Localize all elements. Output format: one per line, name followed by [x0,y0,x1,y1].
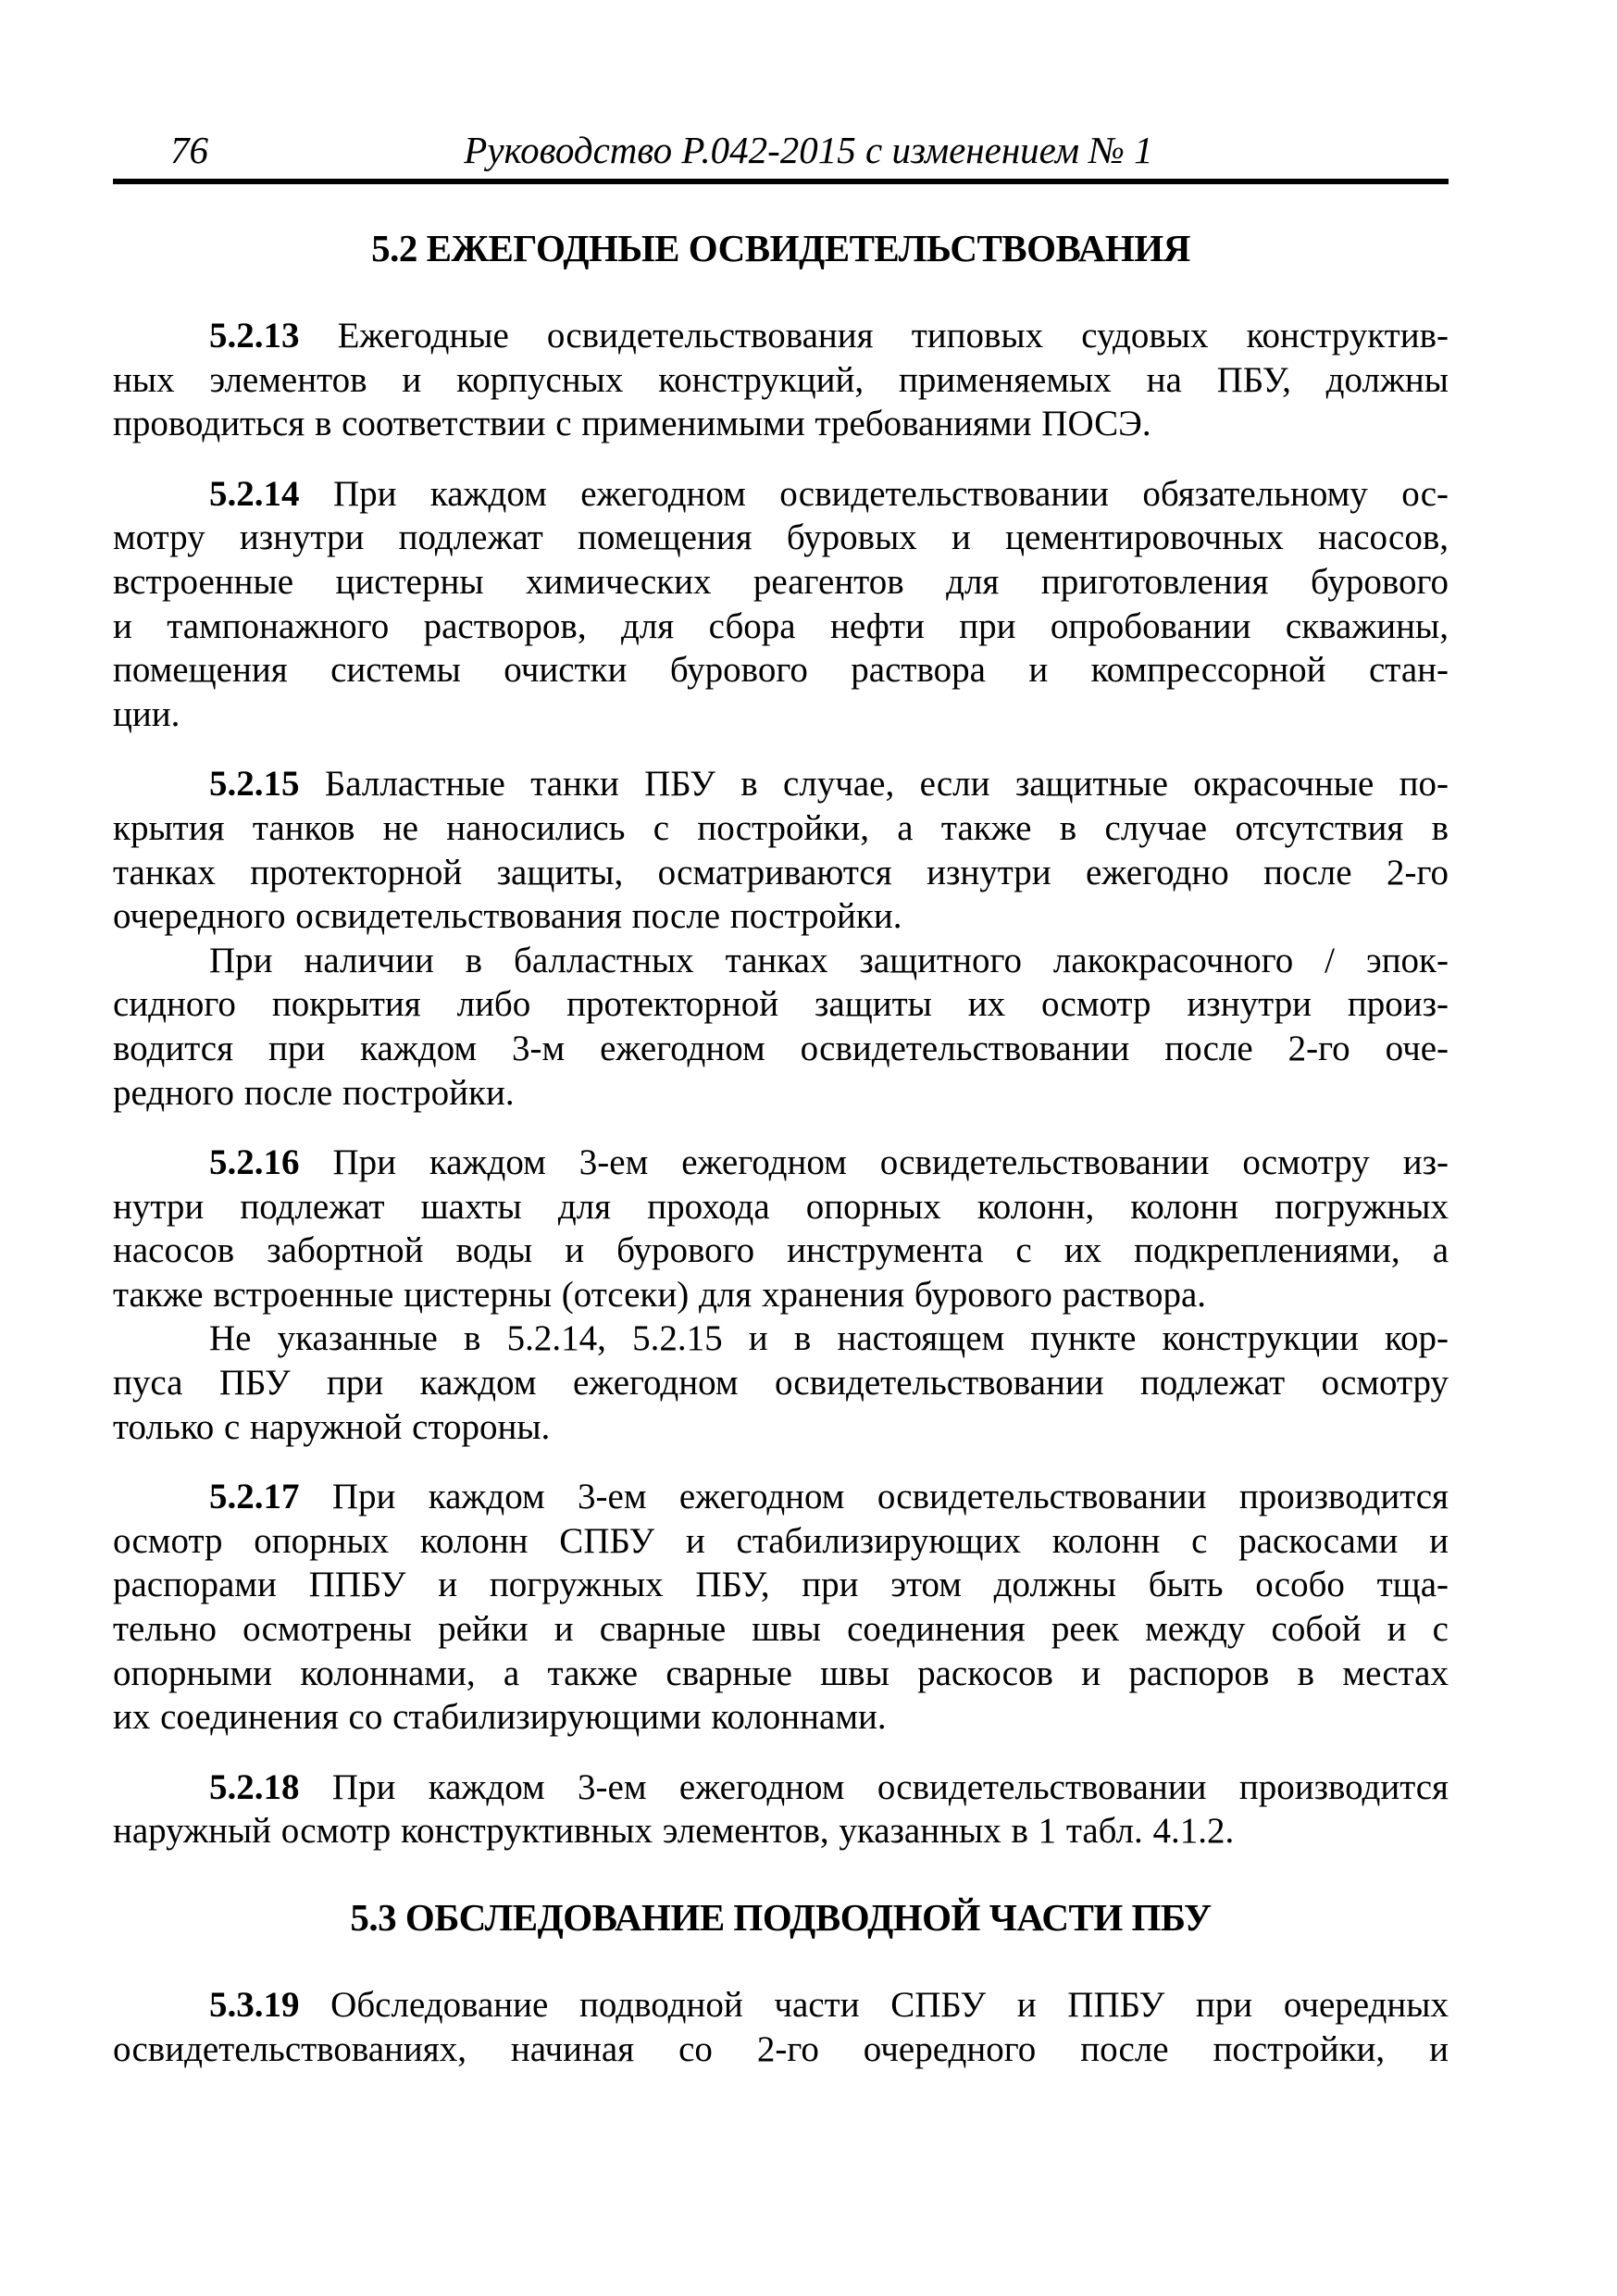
text-line: очередного освидетельствования после постройки. [113,896,902,937]
section-heading: 5.2 ЕЖЕГОДНЫЕ ОСВИДЕТЕЛЬСТВОВАНИЯ [371,227,1190,269]
text-line: танках протекторной защиты, осматриваются изнутри ежегодно после 2-го [113,852,1449,892]
text-line: Не указанные в 5.2.14, 5.2.15 и в настоящем пункте конструкции кор- [209,1318,1449,1359]
paragraph-number: 5.2.17 [209,1477,300,1517]
text-line: ных элементов и корпусных конструкций, применяемых на ПБУ, должны [113,359,1449,400]
text-line: 5.2.18 При каждом 3-ем ежегодном освидетельствовании производится [209,1766,1449,1807]
paragraph [113,939,1449,1115]
text-line: насосов забортной воды и бурового инструмента с их подкреплениями, а [113,1230,1449,1271]
paragraph-number: 5.2.14 [209,473,300,514]
paragraph-number: 5.3.19 [209,1985,300,2025]
paragraph-number: 5.2.15 [209,764,300,805]
text-line: нутри подлежат шахты для прохода опорных колонн, колонн погружных [113,1186,1449,1227]
text-line: осмотр опорных колонн СПБУ и стабилизирующих колонн с раскосами и [113,1520,1449,1561]
paragraph [113,1316,1449,1449]
text-line: крытия танков не наносились с постройки, а также в случае отсутствия в [113,807,1449,848]
text-line: встроенные цистерны химических реагентов для приготовления бурового [113,561,1449,602]
text-line: и тампонажного растворов, для сбора нефти при опробовании скважины, [113,605,1449,646]
paragraph [113,472,1449,737]
text-line: наружный осмотр конструктивных элементов, указанных в 1 табл. 4.1.2. [113,1811,1235,1852]
text-line: распорами ППБУ и погружных ПБУ, при этом должны быть особо тща- [113,1565,1449,1605]
text-line: 5.2.15 Балластные танки ПБУ в случае, если защитные окрасочные по- [209,764,1449,805]
text-line: сидного покрытия либо протекторной защиты их осмотр изнутри произ- [113,984,1449,1025]
paragraph-number: 5.2.16 [209,1142,300,1183]
running-header [113,0,1449,184]
text-line: только с наружной стороны. [113,1406,551,1447]
paragraph-number: 5.2.13 [209,316,300,356]
paragraph-number: 5.2.18 [209,1766,300,1807]
text-line: мотру изнутри подлежат помещения буровых и цементировочных насосов, [113,518,1449,558]
section-heading: 5.3 ОБСЛЕДОВАНИЕ ПОДВОДНОЙ ЧАСТИ ПБУ [350,1896,1212,1939]
text-line: редного после постройки. [113,1072,515,1113]
text-line: При наличии в балластных танках защитного лакокрасочного / эпок- [209,940,1449,980]
paragraph [113,1983,1449,2071]
page-content [113,0,1449,2071]
page-number: 76 [170,129,208,171]
paragraph [113,1766,1449,1853]
running-title: Руководство Р.042-2015 с изменением № 1 [464,129,1153,171]
text-line: также встроенные цистерны (отсеки) для хранения бурового раствора. [113,1274,1207,1315]
text-line: ции. [113,693,180,734]
text-line: освидетельствованиях, начиная со 2-го очередного после постройки, и [113,2028,1449,2069]
paragraph [113,762,1449,938]
text-line: их соединения со стабилизирующими колоннами. [113,1697,887,1738]
header-rule [113,179,1449,184]
paragraph [113,314,1449,446]
text-line: 5.2.13 Ежегодные освидетельствования типовых судовых конструктив- [209,316,1449,356]
text-line: пуса ПБУ при каждом ежегодном освидетельствовании подлежат осмотру [113,1363,1449,1404]
text-line: тельно осмотрены рейки и сварные швы соединения реек между собой и с [113,1609,1449,1650]
document-body [113,227,1449,2071]
text-line: водится при каждом 3-м ежегодном освидетельствовании после 2-го оче- [113,1028,1449,1068]
text-line: опорными колоннами, а также сварные швы раскосов и распоров в местах [113,1653,1449,1693]
text-line: 5.2.16 При каждом 3-ем ежегодном освидетельствовании осмотру из- [209,1142,1449,1183]
paragraph [113,1141,1449,1316]
text-line: 5.3.19 Обследование подводной части СПБУ и ППБУ при очередных [209,1985,1449,2025]
text-line: 5.2.17 При каждом 3-ем ежегодном освидетельствовании производится [209,1477,1449,1517]
paragraph [113,1475,1449,1740]
text-line: 5.2.14 При каждом ежегодном освидетельствовании обязательному ос- [209,473,1449,514]
text-line: помещения системы очистки бурового раствора и компрессорной стан- [113,650,1449,691]
text-line: проводиться в соответствии с применимыми требованиями ПОСЭ. [113,404,1151,444]
